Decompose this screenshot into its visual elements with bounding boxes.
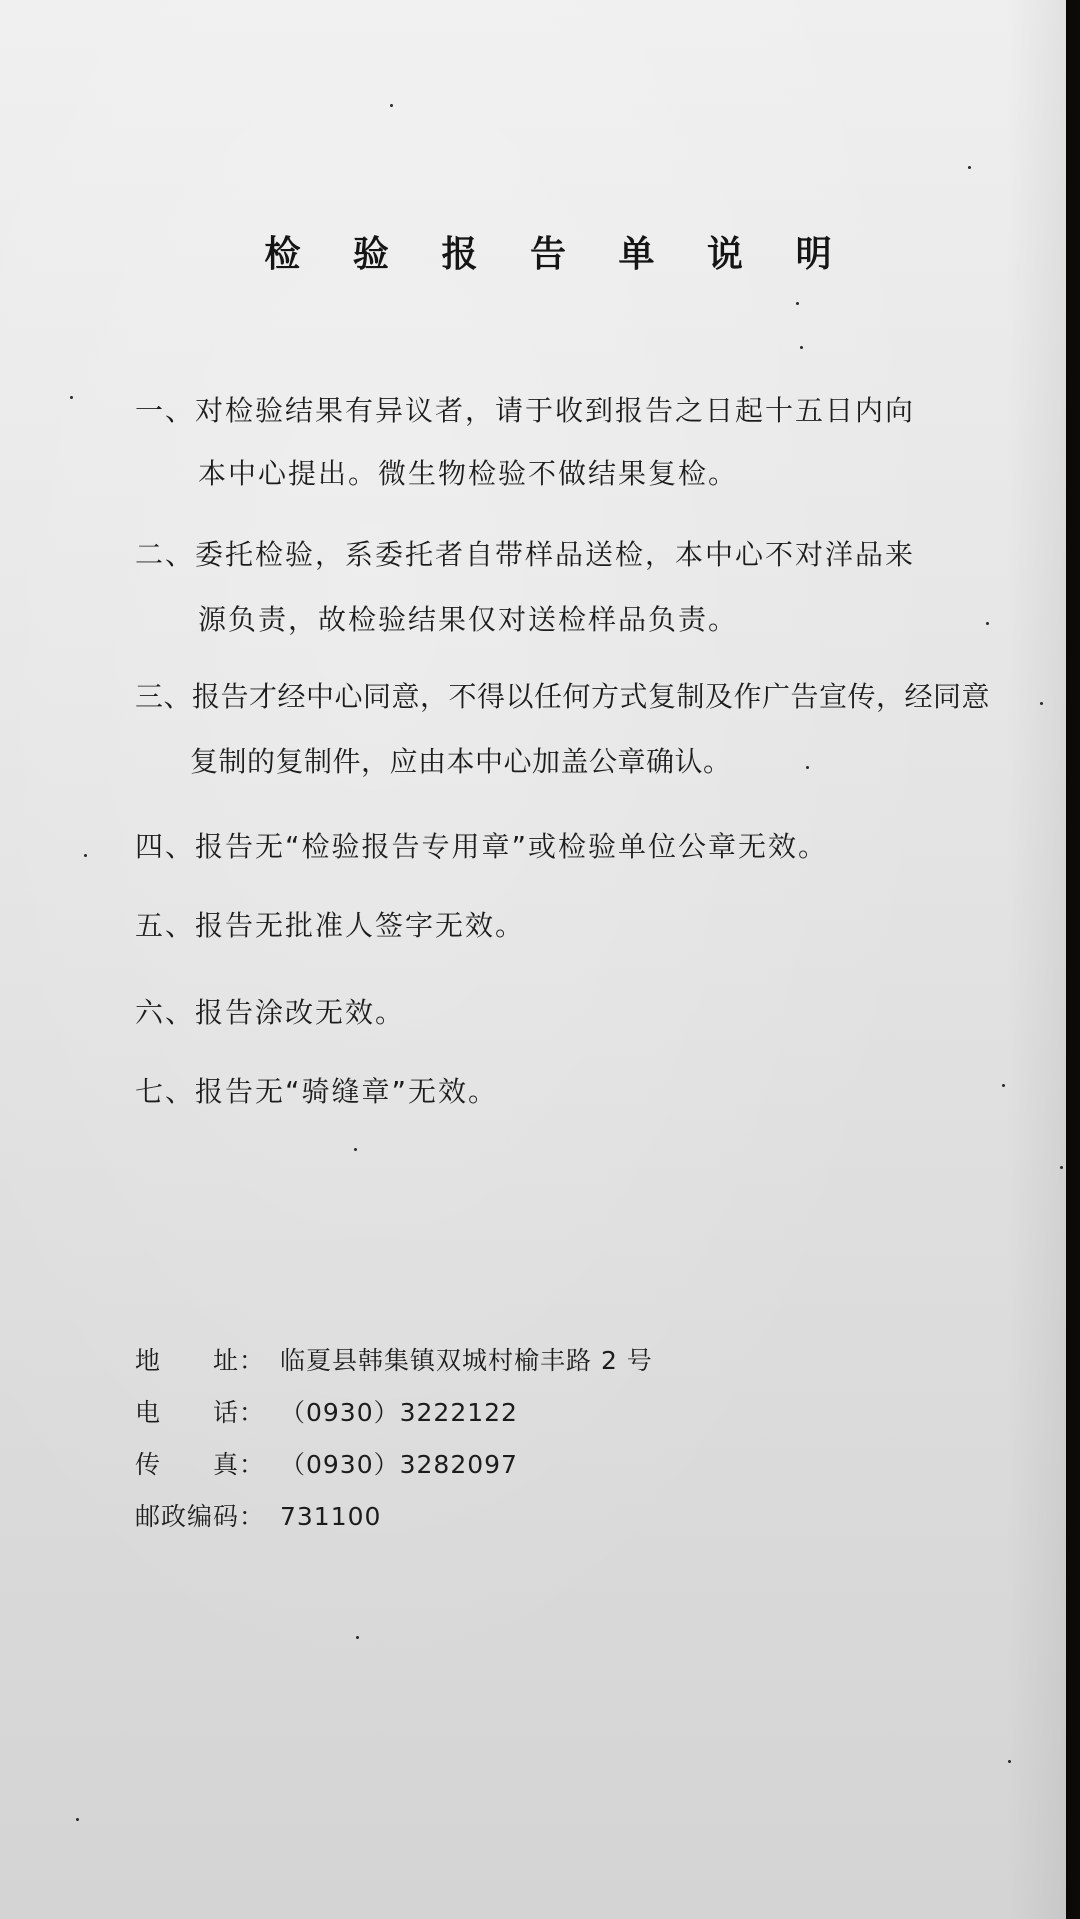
clause-text: 报告无“检验报告专用章”或检验单位公章无效。	[195, 830, 829, 863]
paper-speck	[968, 166, 971, 169]
paper-speck	[1002, 1084, 1005, 1087]
clause-number: 三、	[135, 680, 193, 713]
page-edge-shadow	[1006, 0, 1066, 1919]
paper-speck	[986, 622, 989, 625]
address-label: 地 址：	[135, 1346, 266, 1375]
paper-speck	[356, 1636, 359, 1639]
clause-text: 报告才经中心同意，不得以任何方式复制及作广告宣传，经同意	[192, 680, 991, 713]
paper-speck	[354, 1148, 357, 1151]
clause-number: 四、	[135, 830, 196, 863]
clause-number: 六、	[135, 996, 196, 1029]
paper-speck	[806, 766, 809, 769]
clause-text: 委托检验，系委托者自带样品送检，本中心不对洋品来	[195, 538, 916, 571]
fax-label: 传 真：	[135, 1450, 266, 1479]
address-row	[135, 1341, 653, 1377]
phone-row	[135, 1393, 518, 1429]
paper-speck	[70, 396, 73, 399]
postcode-row	[135, 1497, 381, 1533]
clause-text: 报告无批准人签字无效。	[195, 909, 526, 942]
clause-number: 一、	[135, 394, 196, 427]
paper-speck	[76, 1818, 79, 1821]
paper-speck	[84, 854, 87, 857]
paper-speck	[390, 104, 393, 107]
clause-continuation: 本中心提出。微生物检验不做结果复检。	[198, 457, 739, 490]
postcode-value: 731100	[280, 1502, 382, 1531]
phone-value: （0930）3222122	[280, 1398, 518, 1427]
paper-speck	[1008, 1760, 1011, 1763]
paper-speck	[1060, 1166, 1063, 1169]
phone-label: 电 话：	[135, 1398, 266, 1427]
clause-continuation: 复制的复制件，应由本中心加盖公章确认。	[190, 745, 732, 778]
paper-speck	[796, 302, 799, 305]
postcode-label: 邮政编码：	[135, 1502, 266, 1531]
fax-value: （0930）3282097	[280, 1450, 518, 1479]
clause-text: 对检验结果有异议者，请于收到报告之日起十五日内向	[195, 394, 916, 427]
paper-speck	[800, 346, 803, 349]
clause-number: 五、	[135, 909, 196, 942]
clause-number: 二、	[135, 538, 196, 571]
clause-text: 报告涂改无效。	[195, 996, 406, 1029]
clause-text: 报告无“骑缝章”无效。	[195, 1075, 499, 1108]
paper-speck	[1040, 702, 1043, 705]
clause-continuation: 源负责，故检验结果仅对送检样品负责。	[198, 603, 739, 636]
fax-row	[135, 1445, 518, 1481]
address-value: 临夏县韩集镇双城村榆丰路 2 号	[280, 1346, 653, 1375]
clause-number: 七、	[135, 1075, 196, 1108]
document-title: 检 验 报 告 单 说 明	[264, 234, 852, 275]
